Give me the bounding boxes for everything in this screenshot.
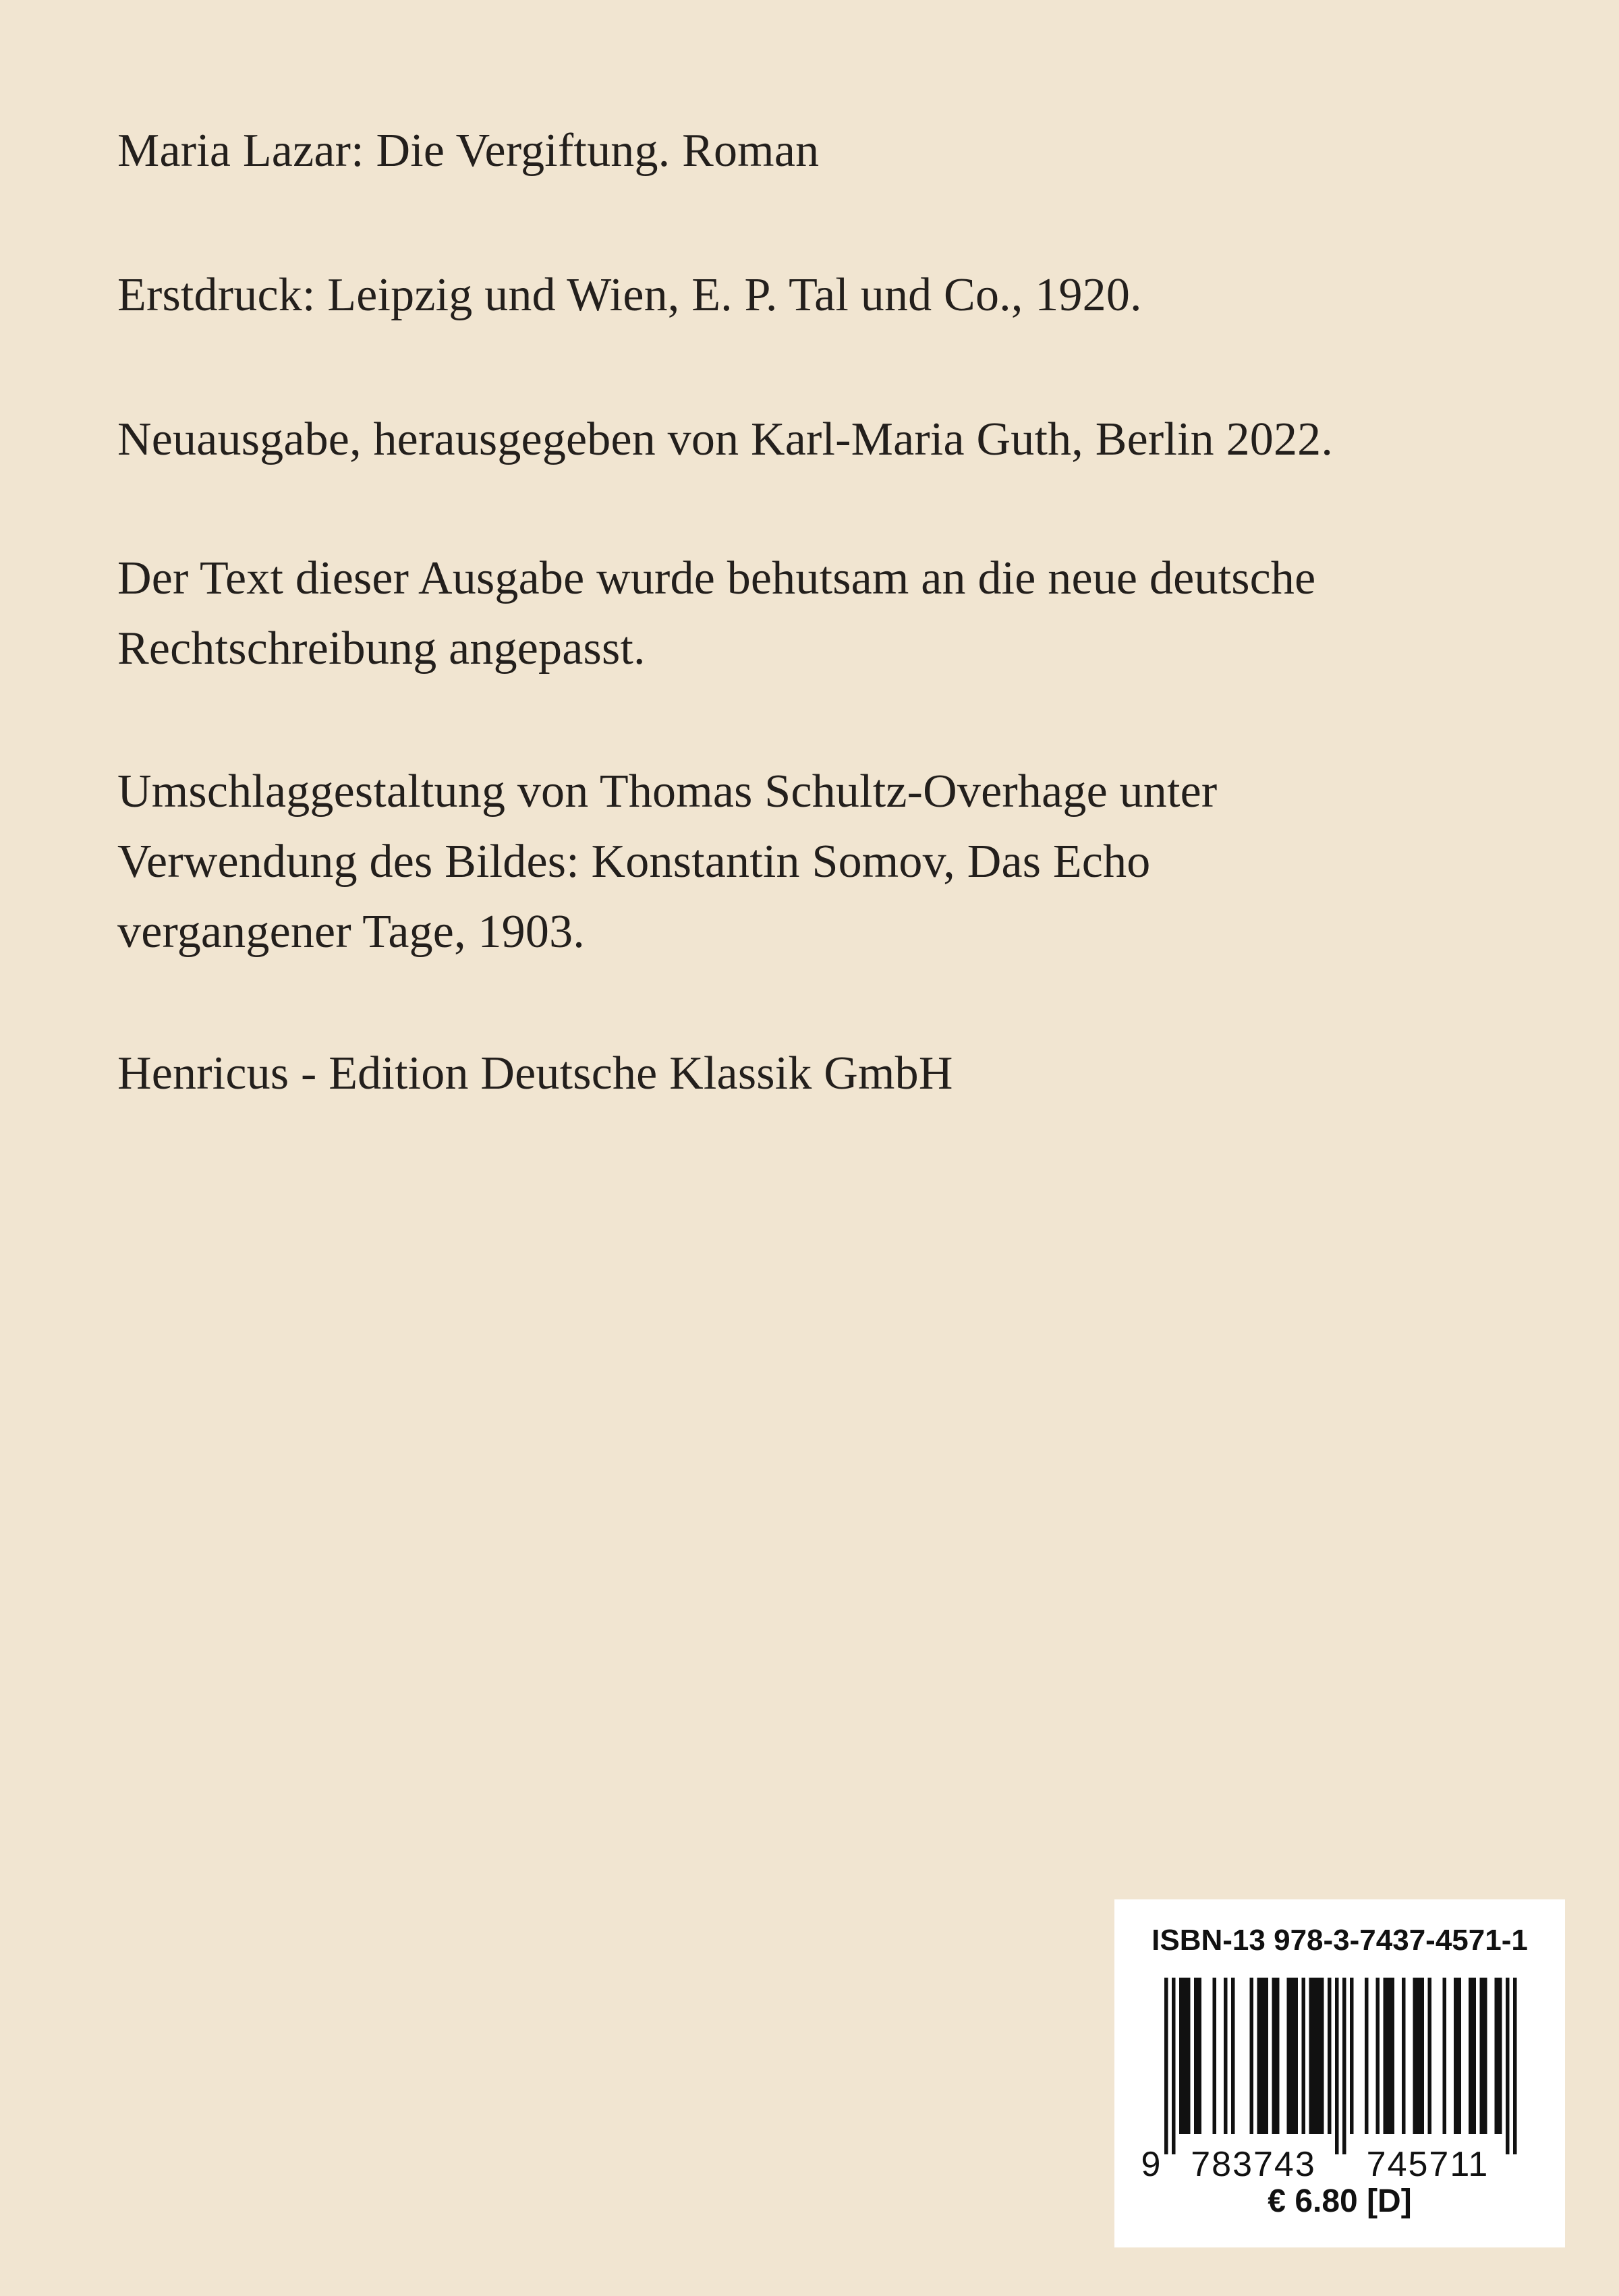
- barcode-bar: [1384, 1978, 1388, 2134]
- cover-design-line: vergangener Tage, 1903.: [117, 906, 585, 958]
- barcode-bar: [1376, 1978, 1380, 2134]
- barcode-bar: [1391, 1978, 1395, 2134]
- barcode-bar: [1417, 1978, 1421, 2134]
- cover-design-line: Verwendung des Bildes: Konstantin Somov, Das Echo: [117, 836, 1151, 888]
- barcode-bar: [1454, 1978, 1458, 2134]
- title-line-text: Maria Lazar: Die Vergiftung. Roman: [117, 125, 820, 177]
- barcode-bar: [1290, 1978, 1295, 2134]
- new-edition-note: [117, 405, 1521, 475]
- barcode-digits-right: 745711: [1366, 2145, 1489, 2180]
- ean13-barcode: [1141, 1978, 1538, 2180]
- text-note-line: Der Text dieser Ausgabe wurde behutsam an die neue deutsche: [117, 552, 1316, 604]
- publisher-line: [117, 1039, 1521, 1109]
- first-edition-text: Erstdruck: Leipzig und Wien, E. P. Tal und Co., 1920.: [117, 269, 1142, 321]
- barcode-bar: [1458, 1978, 1462, 2134]
- barcode-bar: [1187, 1978, 1191, 2134]
- barcode-bar: [1402, 1978, 1406, 2134]
- barcode-guard-bar: [1164, 1978, 1168, 2154]
- barcode-bar: [1198, 1978, 1202, 2134]
- barcode-bar: [1365, 1978, 1369, 2134]
- barcode-bar: [1231, 1978, 1235, 2134]
- barcode-bar: [1257, 1978, 1261, 2134]
- barcode-bar: [1295, 1978, 1299, 2134]
- first-edition-note: [117, 260, 1521, 331]
- barcode-bar: [1320, 1978, 1324, 2134]
- cover-design-note: [117, 757, 1521, 967]
- barcode-bar: [1313, 1978, 1317, 2134]
- barcode-guard-bar: [1335, 1978, 1339, 2154]
- barcode-bar: [1302, 1978, 1306, 2134]
- barcode-guard-bar: [1506, 1978, 1510, 2154]
- barcode-bar: [1469, 1978, 1473, 2134]
- text-note-line: Rechtschreibung angepasst.: [117, 623, 646, 675]
- price-label: € 6.80 [D]: [1268, 2183, 1412, 2219]
- barcode-bar: [1287, 1978, 1291, 2134]
- barcode-bar: [1350, 1978, 1354, 2134]
- cover-design-line: Umschlaggestaltung von Thomas Schultz-Overhage unter: [117, 766, 1218, 817]
- barcode-bar: [1387, 1978, 1391, 2134]
- barcode-bar: [1272, 1978, 1276, 2134]
- barcode-bar: [1483, 1978, 1487, 2134]
- barcode-bar: [1224, 1978, 1228, 2134]
- barcode-bar: [1413, 1978, 1417, 2134]
- barcode-bar: [1309, 1978, 1313, 2134]
- barcode-bar: [1473, 1978, 1477, 2134]
- barcode-digit-first: 9: [1141, 2145, 1161, 2180]
- barcode-bars: [1164, 1978, 1517, 2154]
- barcode-bar: [1213, 1978, 1217, 2134]
- text-note: [117, 544, 1521, 684]
- barcode-bar: [1276, 1978, 1280, 2134]
- barcode-bar: [1179, 1978, 1183, 2134]
- barcode-bar: [1183, 1978, 1187, 2134]
- publisher-text: Henricus - Edition Deutsche Klassik GmbH: [117, 1047, 953, 1099]
- barcode-bar: [1480, 1978, 1484, 2134]
- barcode-bar: [1443, 1978, 1447, 2134]
- barcode-bar: [1421, 1978, 1425, 2134]
- barcode-bar: [1261, 1978, 1265, 2134]
- barcode-bar: [1194, 1978, 1198, 2134]
- barcode-bar: [1498, 1978, 1502, 2134]
- barcode-digits-left: 783743: [1191, 2145, 1316, 2180]
- barcode-bar: [1495, 1978, 1499, 2134]
- barcode-panel: [1114, 1899, 1565, 2247]
- barcode-bar: [1328, 1978, 1332, 2134]
- barcode-bar: [1265, 1978, 1269, 2134]
- barcode-guard-bar: [1513, 1978, 1517, 2154]
- title-line: [117, 116, 1521, 186]
- barcode-bar: [1250, 1978, 1254, 2134]
- barcode-bar: [1317, 1978, 1321, 2134]
- barcode-bar: [1428, 1978, 1432, 2134]
- barcode-guard-bar: [1172, 1978, 1176, 2154]
- new-edition-text: Neuausgabe, herausgegeben von Karl-Maria Guth, Berlin 2022.: [117, 413, 1334, 465]
- barcode-guard-bar: [1342, 1978, 1346, 2154]
- isbn-label: ISBN-13 978-3-7437-4571-1: [1152, 1924, 1528, 1957]
